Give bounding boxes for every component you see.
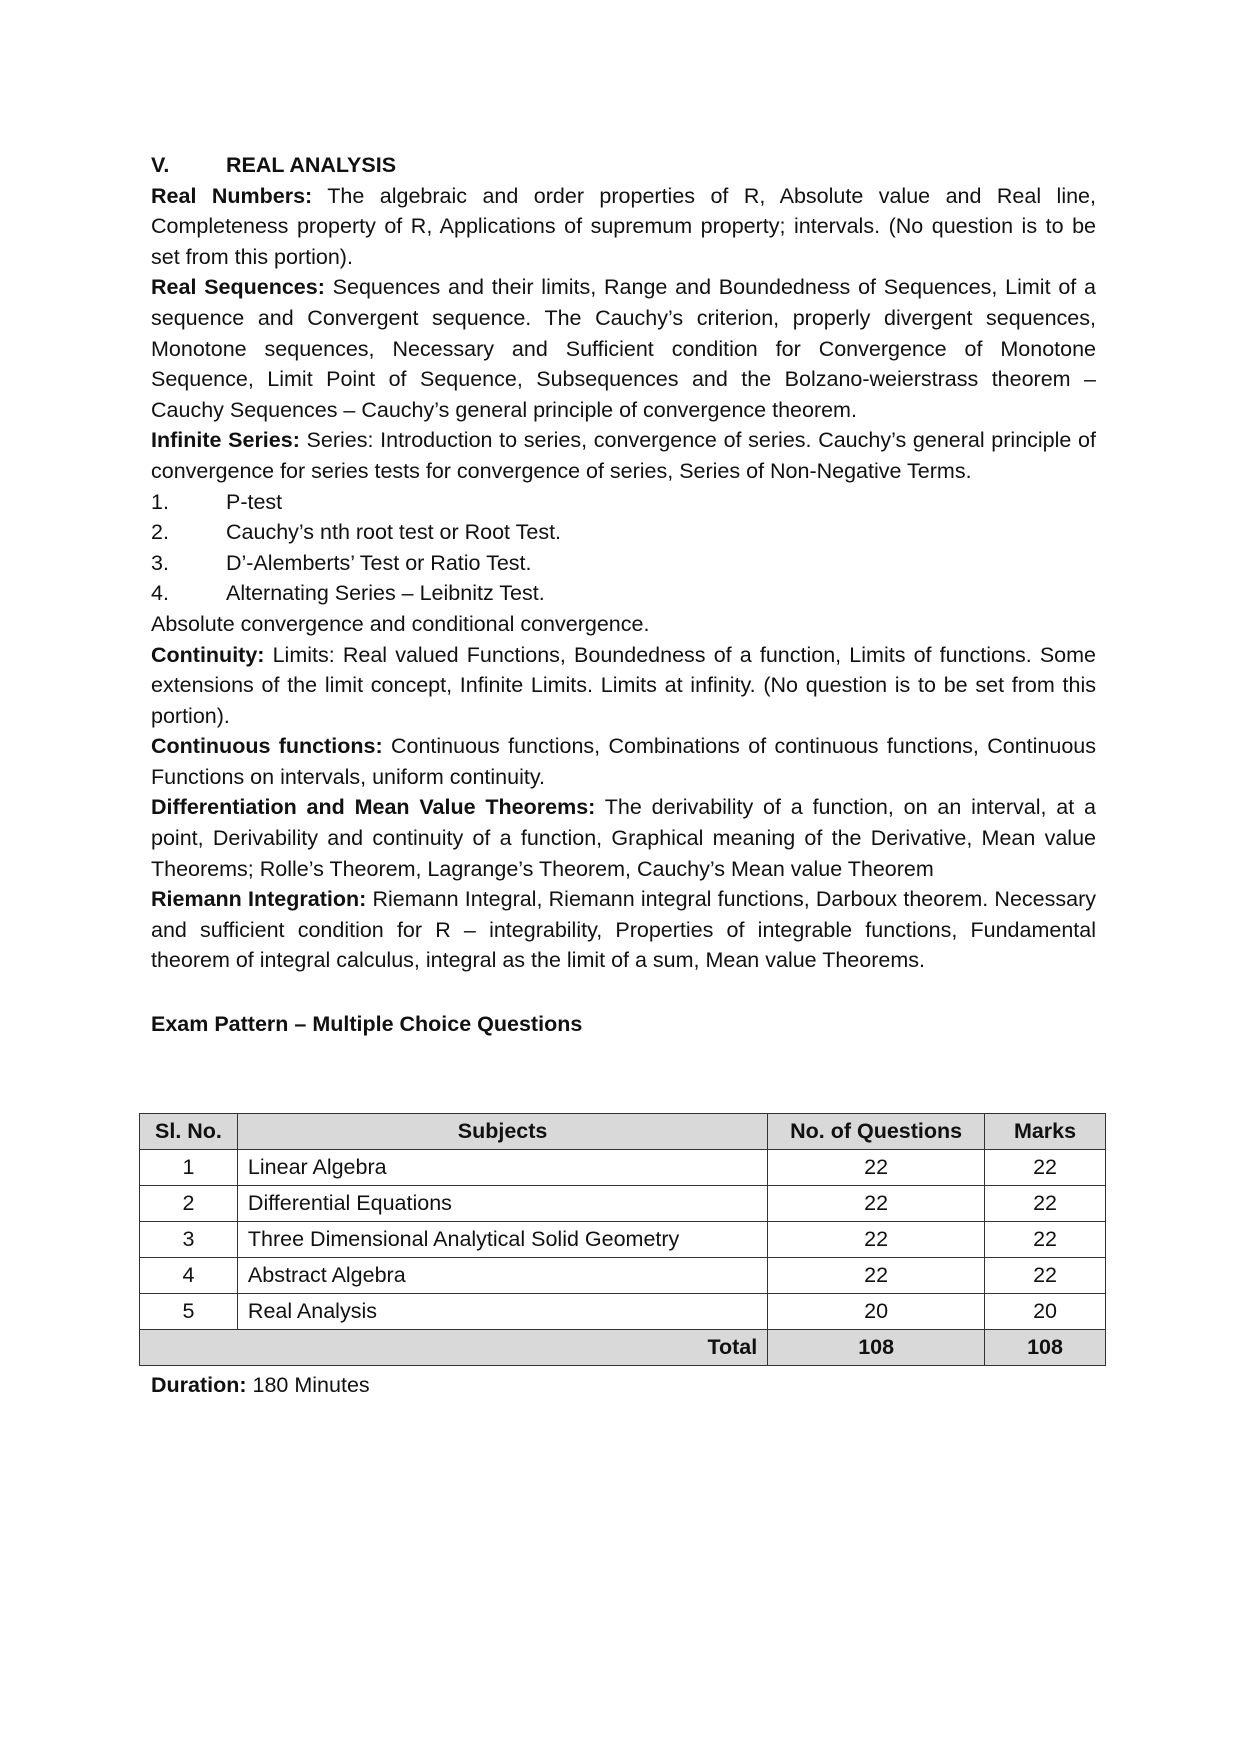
paragraph-infinite-series [151, 425, 1096, 486]
list-item [151, 548, 1096, 579]
cell-marks: 22 [985, 1222, 1106, 1258]
total-label: Total [140, 1330, 768, 1366]
paragraph-real-numbers [151, 181, 1096, 273]
exam-pattern-table [139, 1113, 1106, 1366]
header-marks: Marks [985, 1114, 1106, 1150]
table-row [140, 1222, 1106, 1258]
exam-pattern-title: Exam Pattern – Multiple Choice Questions [151, 1012, 583, 1037]
paragraph-riemann [151, 884, 1096, 976]
cell-marks: 22 [985, 1150, 1106, 1186]
list-item-text: P-test [226, 489, 283, 514]
syllabus-content [151, 150, 1096, 1040]
header-subjects: Subjects [237, 1114, 767, 1150]
cell-sl-no: 5 [140, 1294, 238, 1330]
list-item-number: 4. [151, 581, 169, 606]
cell-sl-no: 3 [140, 1222, 238, 1258]
list-item-number: 1. [151, 489, 169, 514]
list-item-text: D’-Alemberts’ Test or Ratio Test. [226, 550, 532, 575]
total-questions: 108 [768, 1330, 985, 1366]
cell-subject: Three Dimensional Analytical Solid Geometry [237, 1222, 767, 1258]
list-item-text: Cauchy’s nth root test or Root Test. [226, 520, 562, 545]
text-continuity: Limits: Real valued Functions, Boundedness of a function, Limits of functions. Some extensions of the limit concept, Infinite Limits. Limits at infinity. (No question is to be set from this portion). [151, 642, 1096, 728]
header-sl-no: Sl. No. [140, 1114, 238, 1150]
cell-subject: Abstract Algebra [237, 1258, 767, 1294]
text-riemann: Riemann Integral, Riemann integral functions, Darboux theorem. Necessary and sufficient condition for R – integrability, Properties of integrable functions, Fundamental theorem of integral calculus, integral as the limit of a sum, Mean value Theorems. [151, 887, 1096, 973]
test-list [151, 487, 1096, 609]
section-number: V. [151, 153, 170, 177]
list-item-number: 2. [151, 520, 169, 545]
cell-questions: 20 [768, 1294, 985, 1330]
list-item [151, 487, 1096, 518]
cell-questions: 22 [768, 1186, 985, 1222]
cell-questions: 22 [768, 1222, 985, 1258]
table-total-row [140, 1330, 1106, 1366]
header-questions: No. of Questions [768, 1114, 985, 1150]
cell-marks: 20 [985, 1294, 1106, 1330]
cell-subject: Real Analysis [237, 1294, 767, 1330]
cell-sl-no: 1 [140, 1150, 238, 1186]
duration-value: 180 Minutes [246, 1373, 370, 1397]
table-row [140, 1294, 1106, 1330]
paragraph-continuity [151, 640, 1096, 732]
label-riemann: Riemann Integration: [151, 887, 367, 912]
table-header-row [140, 1114, 1106, 1150]
cell-sl-no: 4 [140, 1258, 238, 1294]
text-continuous-functions: Continuous functions, Combinations of continuous functions, Continuous Functions on intervals, uniform continuity. [151, 734, 1096, 789]
cell-sl-no: 2 [140, 1186, 238, 1222]
paragraph-absolute-convergence: Absolute convergence and conditional convergence. [151, 611, 650, 636]
text-differentiation: The derivability of a function, on an interval, at a point, Derivability and continuity of a function, Graphical meaning of the Derivative, Mean value Theorems; Rolle’s Theorem, Lagrange’s Theorem, Cauchy’s Mean value Theorem [151, 795, 1096, 881]
label-real-numbers: Real Numbers: [151, 183, 313, 208]
cell-marks: 22 [985, 1186, 1106, 1222]
table-row [140, 1258, 1106, 1294]
text-real-numbers: The algebraic and order properties of R, Absolute value and Real line, Completeness property of R, Applications of supremum property; intervals. (No question is to be set from this portion). [151, 183, 1096, 269]
section-heading [151, 150, 1096, 181]
table-row [140, 1150, 1106, 1186]
duration-label: Duration: [151, 1373, 247, 1397]
total-marks: 108 [985, 1330, 1106, 1366]
label-differentiation: Differentiation and Mean Value Theorems: [151, 795, 596, 820]
paragraph-continuous-functions [151, 731, 1096, 792]
text-infinite-series: Series: Introduction to series, convergence of series. Cauchy’s general principle of convergence for series tests for convergence of series, Series of Non-Negative Terms. [151, 428, 1096, 483]
list-item [151, 578, 1096, 609]
list-item-text: Alternating Series – Leibnitz Test. [226, 581, 545, 606]
label-continuous-functions: Continuous functions: [151, 734, 383, 759]
paragraph-real-sequences [151, 272, 1096, 425]
table-row [140, 1186, 1106, 1222]
label-infinite-series: Infinite Series: [151, 428, 300, 453]
paragraph-differentiation [151, 792, 1096, 884]
label-continuity: Continuity: [151, 642, 265, 667]
cell-marks: 22 [985, 1258, 1106, 1294]
cell-questions: 22 [768, 1258, 985, 1294]
cell-subject: Differential Equations [237, 1186, 767, 1222]
text-real-sequences: Sequences and their limits, Range and Boundedness of Sequences, Limit of a sequence and Convergent sequence. The Cauchy’s criterion, properly divergent sequences, Monotone sequences, Necessary and Sufficient condition for Convergence of Monotone Sequence, Limit Point of Sequence, Subsequences and the Bolzano-weierstrass theorem – Cauchy Sequences – Cauchy’s general principle of convergence theorem. [151, 275, 1096, 422]
cell-questions: 22 [768, 1150, 985, 1186]
cell-subject: Linear Algebra [237, 1150, 767, 1186]
label-real-sequences: Real Sequences: [151, 275, 325, 300]
section-title: REAL ANALYSIS [226, 153, 397, 177]
exam-duration [151, 1370, 370, 1400]
list-item-number: 3. [151, 550, 169, 575]
list-item [151, 517, 1096, 548]
